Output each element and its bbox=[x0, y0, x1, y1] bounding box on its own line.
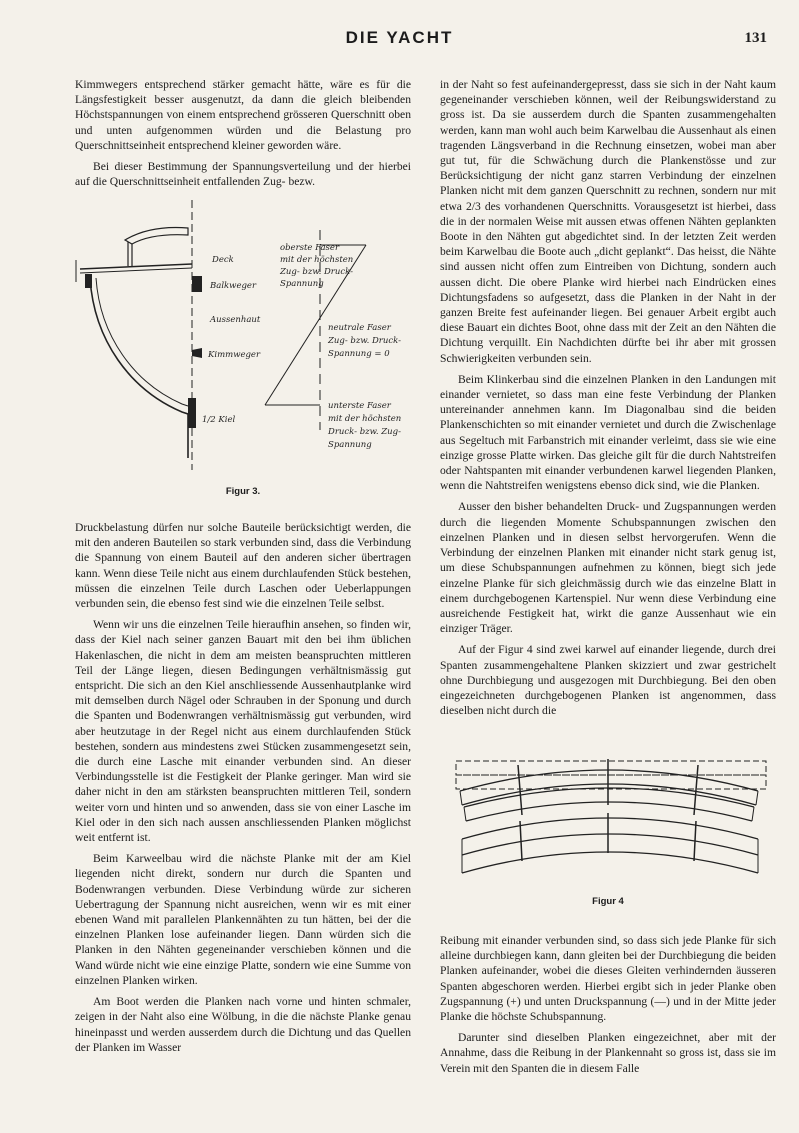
label-bottom-fiber-3: Druck- bzw. Zug- bbox=[328, 427, 401, 437]
paragraph: Ausser den bisher behandelten Druck- und Zugspannungen werden durch die liegenden Momente Schubspannungen zwischen den einzelnen Planken und in diesen selbst hervorgerufen. Wenn die Verbindung der einzelnen Planken mit einander nicht stark genug ist, um diese Schubspannungen aufnehmen zu können, biegt sich jede einzelne Planke für sich gleichmässig durch wie das einzelne Blatt in einem durchgebogenen Kartenspiel. Nur wenn diese Verbindung eine ausreichende Festigkeit hat, wirkt die ganze Aussenhaut wie ein einziger Träger. bbox=[440, 500, 776, 636]
label-bottom-fiber-2: mit der höchsten bbox=[328, 414, 402, 424]
label-balkweger: Balkweger bbox=[210, 281, 257, 291]
label-kiel: 1/2 Kiel bbox=[202, 415, 236, 425]
label-neutral-fiber-1: neutrale Faser bbox=[328, 323, 391, 333]
paragraph: Reibung mit einander verbunden sind, so dass sich jede Planke für sich alleine durchbiegen kann, dann gleiten bei der Durchbiegung die beiden Planken aufeinander, wobei die dieses Gleiten verhindernden äusseren Spanten abgeschoren werden. Hierbei ergibt sich in jeder Planke oben Zugspannung (+) und unten Druckspannung (—) und in der Mitte jeder Planke die höchste Schubspannung. bbox=[440, 934, 776, 1024]
label-top-fiber-1: oberste Faser bbox=[280, 243, 340, 253]
label-neutral-fiber-3: Spannung = 0 bbox=[328, 349, 390, 359]
paragraph: Darunter sind dieselben Planken eingezeichnet, aber mit der Annahme, dass die Reibung in der Plankennaht so gross ist, dass sie im Verein mit den Spanten die in diesem Falle bbox=[440, 1031, 776, 1075]
paragraph: Kimmwegers entsprechend stärker gemacht hätte, wäre es für die Längsfestigkeit besser ausgenutzt, da dann die gleich bleibenden Höchstspannungen von einem entsprechend grösseren Querschnitt oben und unten aufgenommen würden und die Belastung pro Querschnittseinheit entsprechend kleiner geworden wäre. bbox=[75, 78, 411, 152]
paragraph: Auf der Figur 4 sind zwei karwel auf einander liegende, durch drei Spanten zusammengehaltene Planken skizziert und zwar gestrichelt ohne Durchbiegung und ausgezogen mit Durchbiegung. Bei den oben eingezeichneten durchgebogenen Planken ist angenommen, dass dieselben nicht durch die bbox=[440, 643, 776, 718]
figure-3-hull-section-diagram bbox=[70, 200, 420, 485]
label-bottom-fiber-4: Spannung bbox=[328, 440, 372, 450]
paragraph: Bei dieser Bestimmung der Spannungsverteilung und der hierbei auf die Querschnittseinheit entfallenden Zug- bezw. bbox=[75, 160, 411, 189]
label-bottom-fiber-1: unterste Faser bbox=[328, 401, 391, 411]
label-top-fiber-2: mit der höchsten bbox=[280, 255, 354, 265]
left-column-top bbox=[75, 77, 411, 195]
paragraph: Beim Karweelbau wird die nächste Planke mit der am Kiel liegenden nicht direkt, sondern nur durch die Spanten und Bodenwrangen verbunden. Diese Verbindung würde zur sicheren Uebertragung der Spannung nicht ausreichen, wenn wir es mit einer ebenen Wand mit parallelen Plankennähten zu tun hätten, bei der die einzelnen Planken lose aufeinander liegen. Dann würden sich die Planken in den Nähten gegeneinander verschieben können und die Wand würde nicht wie eine einzige Platte, sondern wie eine Summe von einzelnen Planken wirken. bbox=[75, 852, 411, 987]
page-number: 131 bbox=[744, 30, 767, 46]
paragraph: Druckbelastung dürfen nur solche Bauteile berücksichtigt werden, die mit den anderen Bauteilen so stark verbunden sind, dass die Verbindung die Spannung von einem Bauteil auf den anderen sicher übertragen kann. Wenn diese Teile nicht aus einem durchlaufenden Stück bestehen, müssen die einzelnen Teile durch Laschen oder Ueberlappungen verbunden sein, die ebenso fest sind wie die einzelnen Teile selbst. bbox=[75, 521, 411, 611]
figure-4-caption: Figur 4 bbox=[592, 896, 624, 907]
right-column-bottom bbox=[440, 933, 776, 1082]
left-column-bottom bbox=[75, 520, 411, 1061]
figure-4-planks-diagram bbox=[448, 755, 773, 885]
label-top-fiber-4: Spannung bbox=[280, 279, 324, 289]
label-aussenhaut: Aussenhaut bbox=[210, 315, 261, 325]
label-kimmweger: Kimmweger bbox=[208, 350, 261, 360]
figure-3-caption: Figur 3. bbox=[225, 486, 261, 497]
label-neutral-fiber-2: Zug- bzw. Druck- bbox=[328, 336, 401, 346]
label-deck: Deck bbox=[212, 255, 234, 265]
right-column-top bbox=[440, 77, 776, 724]
running-header-title: DIE YACHT bbox=[345, 28, 454, 47]
paragraph: in der Naht so fest aufeinandergepresst, dass sie sich in der Naht kaum gegeneinander verschieben können, weil der Reibungswiderstand zu gross ist. Da sie ausserdem durch die Spanten zusammengehalten werden, kann man wohl auch beim Karwelbau die Aussenhaut als einen tragenden Längsverband in die Rechnung einsetzen, wobei man aber gut tut, für die Schwächung durch die Plankenstösse und zur Berücksichtigung der nicht ganz starren Verbindung der einzelnen Planken nicht mit dem ganzen Querschnitt zu rechnen, sondern nur mit etwa 2/3 des vorhandenen Querschnitts. Vorausgesetzt ist hierbei, dass die in der normalen Weise mit aussen etwas offenen Nähten geplankten Boote in den Nähten gut abgedichtet sind. In der letzten Zeit werden beim Karwelbau die Boote auch „dicht geplankt“. Das heisst, die Nähte sind aussen nicht offen zum Eintreiben von Dichtung, sondern auch aussen dicht. Die obere Planke wird hierbei nach Eindrücken eines Dichtungsfadens so aufgesetzt, dass die Planken in der Naht in der ganzen Breite fest aufeinander liegen. Bei genauer Arbeit ergibt auch diese Bauart ein dichtes Boot, ohne dass mit der Zeit an den Nähten die Dichtung verquillt. Ein Nachdichten dürfte bei ihr aber mit grossen Schwierigkeiten verbunden sein. bbox=[440, 78, 776, 365]
paragraph: Wenn wir uns die einzelnen Teile hieraufhin ansehen, so finden wir, dass der Kiel nach seiner ganzen Bauart mit den bei ihm üblichen Hakenlaschen, die nicht in dem am meisten beanspruchten mittleren Teil der Länge liegen, diesen Bedingungen verhältnismässig gut entspricht. Die sich an den Kiel anschliessende Aussenhautplanke wird mit demselben durch Nägel oder Schrauben in der Sponung und durch die Spanten und Bodenwrangen verhältnismässig gut verbunden, wird aber heutzutage in der Regel nicht aus einem durchlaufenden Stück bestehen, sondern aus mindestens zwei Stücken zusammengesetzt sein, die durch eine Lasche mit einander verbunden sind. An dieser Verbindungsstelle ist die Festigkeit der Planke geringer. Man wird sie daher nicht in den am stärksten beanspruchten mittleren Teil, sondern weiter vorn und hinten und so anwenden, dass sie von einer Lasche im Kiel oder in den sich nach aussen anschliessenden Planken möglichst weit entfernt ist. bbox=[75, 618, 411, 845]
paragraph: Am Boot werden die Planken nach vorne und hinten schmaler, zeigen in der Naht also eine Wölbung, in die die nächste Planke genau hineinpasst und werden ausserdem durch die Dichtung und das Quellen der Planken im Wasser bbox=[75, 995, 411, 1054]
label-top-fiber-3: Zug- bzw. Druck- bbox=[280, 267, 353, 277]
paragraph: Beim Klinkerbau sind die einzelnen Planken in den Landungen mit einander vernietet, so dass man eine feste Verbindung der Planken untereinander annehmen kann. Im Diagonalbau sind die beiden Plankenschichten so mit einander vernietet und durch die Zwischenlage aus Segeltuch mit Farbanstrich mit einander verleimt, dass sie wie eine einzige grosse Platte wirken. Das gleiche gilt für die durch Nahtstreifen oder Nahtspanten mit einander verbundenen karwel liegenden Planken, wenn die Nahtstreifen wenigstens ebenso dick sind, wie die Planken. bbox=[440, 372, 776, 493]
